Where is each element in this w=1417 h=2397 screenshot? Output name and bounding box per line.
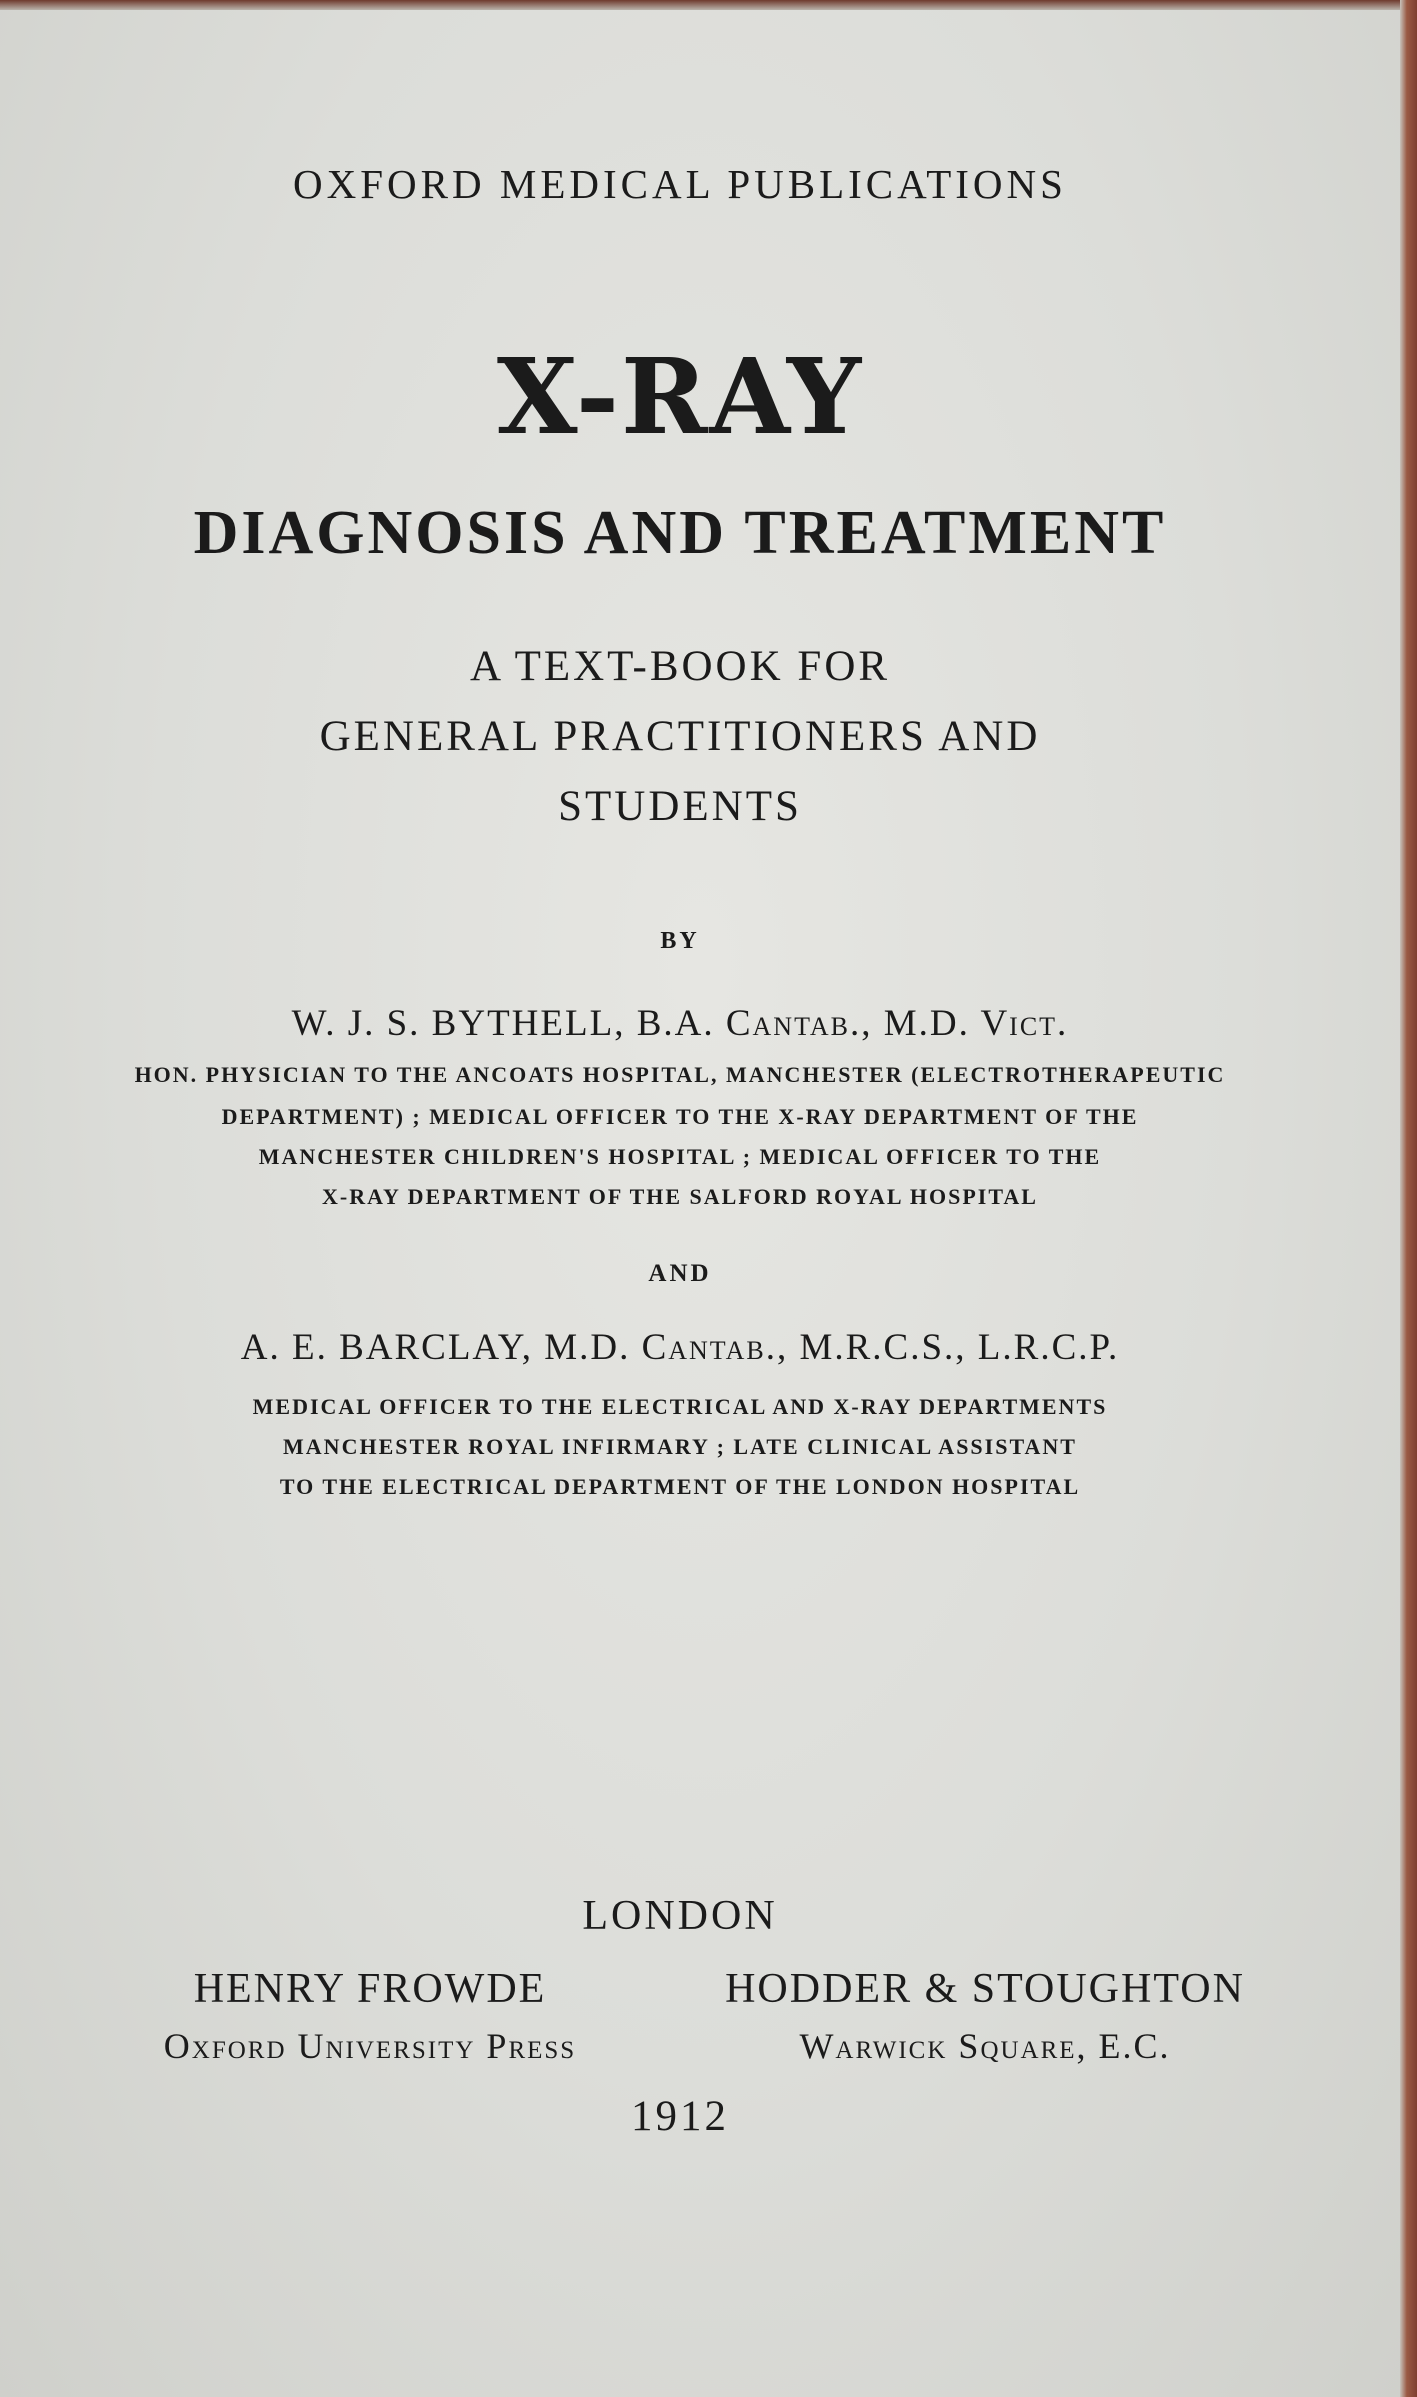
author-2-credential-line: MEDICAL OFFICER TO THE ELECTRICAL AND X-RAY DEPARTMENTS — [252, 1394, 1108, 1419]
author-2-credential-line: TO THE ELECTRICAL DEPARTMENT OF THE LONDON HOSPITAL — [279, 1474, 1081, 1499]
author-2-name: A. E. BARCLAY, M.D. Cantab., M.R.C.S., L.R.C.P. — [240, 1327, 1120, 1368]
author-1-credential-line: MANCHESTER CHILDREN'S HOSPITAL ; MEDICAL OFFICER TO THE — [258, 1144, 1102, 1169]
book-subtitle: DIAGNOSIS AND TREATMENT — [193, 499, 1167, 567]
publisher-1-address: Oxford University Press — [163, 2026, 577, 2066]
description-line-3: STUDENTS — [558, 783, 802, 830]
author-1-credential-line: DEPARTMENT) ; MEDICAL OFFICER TO THE X-RAY DEPARTMENT OF THE — [221, 1104, 1139, 1129]
publisher-2-address: Warwick Square, E.C. — [799, 2026, 1171, 2066]
publisher-1-name: HENRY FROWDE — [193, 1966, 547, 2012]
book-top-edge — [0, 0, 1417, 10]
description-line-2: GENERAL PRACTITIONERS AND — [319, 713, 1041, 760]
author-1-credential-line: HON. PHYSICIAN TO THE ANCOATS HOSPITAL, MANCHESTER (ELECTROTHERAPEUTIC — [134, 1062, 1226, 1087]
author-1-name: W. J. S. BYTHELL, B.A. Cantab., M.D. Vict. — [291, 1003, 1069, 1044]
imprint-city: LONDON — [582, 1893, 778, 1939]
book-cover-edge — [1400, 0, 1417, 2397]
title-page — [0, 10, 1400, 2397]
series-name: OXFORD MEDICAL PUBLICATIONS — [293, 161, 1067, 207]
book-title: X-RAY — [496, 335, 864, 458]
publisher-1 — [90, 1965, 650, 2067]
publication-year: 1912 — [631, 2093, 729, 2140]
and-label: AND — [648, 1260, 712, 1287]
author-2-credential-line: MANCHESTER ROYAL INFIRMARY ; LATE CLINICAL ASSISTANT — [283, 1434, 1077, 1459]
publisher-2-name: HODDER & STOUGHTON — [725, 1966, 1245, 2012]
description-line-1: A TEXT-BOOK FOR — [469, 643, 891, 690]
publisher-2 — [690, 1965, 1280, 2067]
author-1-credential-line: X-RAY DEPARTMENT OF THE SALFORD ROYAL HOSPITAL — [322, 1184, 1038, 1209]
by-label: BY — [660, 928, 700, 954]
